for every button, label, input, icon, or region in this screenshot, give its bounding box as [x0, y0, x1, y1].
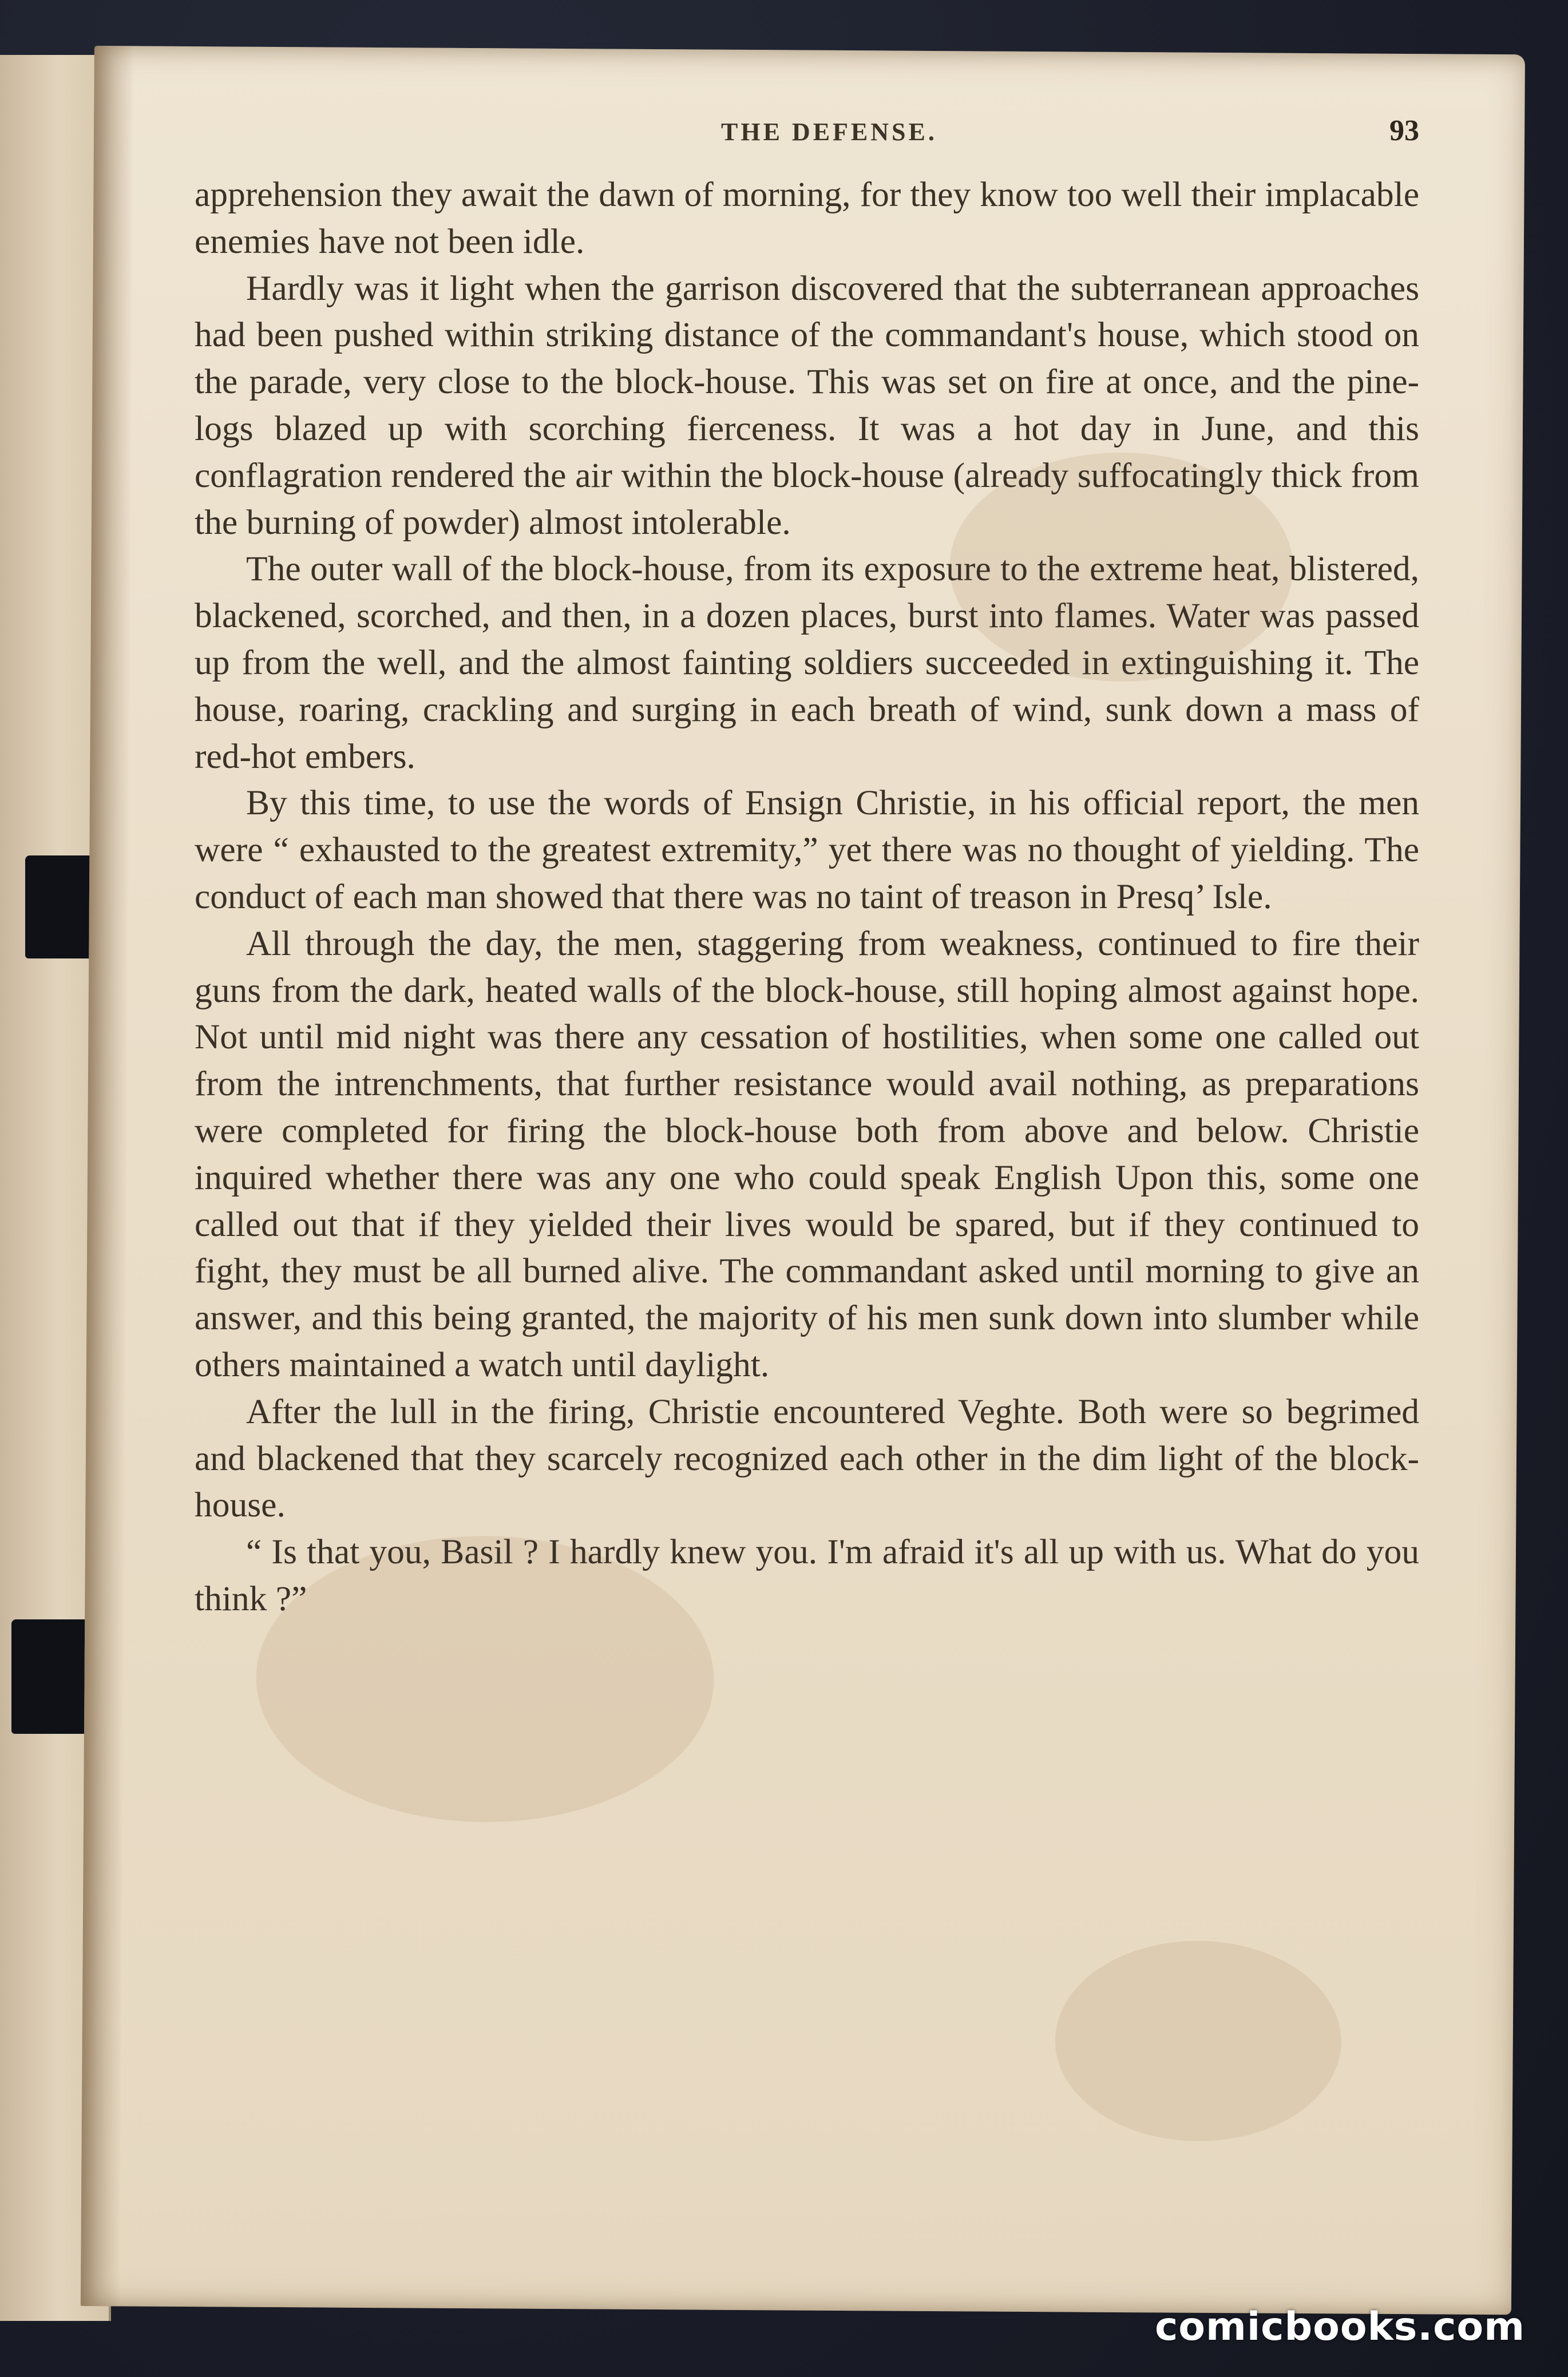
- paragraph: apprehension they await the dawn of morning, for they know too well their implacable enemies have not been idle.: [195, 175, 1419, 261]
- paragraph: All through the day, the men, staggering from weakness, continued to fire their guns from the dark, heated walls of the block-house, still hoping almost against hope. Not until mid night was there any cessation of hostilities, when some one called out from the intrenchments, that further resistance would avail nothing, as preparations were completed for firing the block-house both from above and below. Christie inquired whether there was any one who could speak English Upon this, some one called out that if they yielded their lives would be spared, but if they continued to fight, they must be all burned alive. The commandant asked until morning to give an answer, and this being granted, the majority of his men sunk down into slumber while others maintained a watch until daylight.: [195, 924, 1419, 1384]
- site-watermark: comicbooks.com: [1154, 2304, 1525, 2350]
- paragraph: The outer wall of the block-house, from its exposure to the extreme heat, blistered, blackened, scorched, and then, in a dozen places, burst into flames. Water was passed up from the well, and the almost fainting soldiers succeeded in extinguishing it. The house, roaring, crackling and surging in each breath of wind, sunk down a mass of red-hot embers.: [195, 549, 1419, 776]
- paragraph: Hardly was it light when the garrison discovered that the subterranean approaches had been pushed within striking distance of the commandant's house, which stood on the parade, very close to the block-house. This was set on fire at once, and the pine-logs blazed up with scorching fierceness. It was a hot day in June, and this conflagration rendered the air within the block-house (already suffocatingly thick from the burning of powder) almost intolerable.: [195, 268, 1419, 542]
- paper-stain: [1055, 1940, 1342, 2142]
- body-text: [195, 172, 1419, 1623]
- page-header: [195, 114, 1419, 163]
- paragraph: By this time, to use the words of Ensign Christie, in his official report, the men were “ exhausted to the greatest extremity,” yet there was no thought of yielding. The conduct of each man showed that there was no taint of treason in Presq’ Isle.: [195, 783, 1419, 916]
- paragraph: “ Is that you, Basil ? I hardly knew you. I'm afraid it's all up with us. What do you think ?”: [195, 1532, 1419, 1618]
- paragraph: After the lull in the firing, Christie encountered Veghte. Both were so begrimed and blackened that they scarcely recognized each other in the dim light of the block-house.: [195, 1392, 1419, 1525]
- page-number: 93: [1389, 114, 1419, 147]
- running-head: THE DEFENSE.: [721, 118, 937, 146]
